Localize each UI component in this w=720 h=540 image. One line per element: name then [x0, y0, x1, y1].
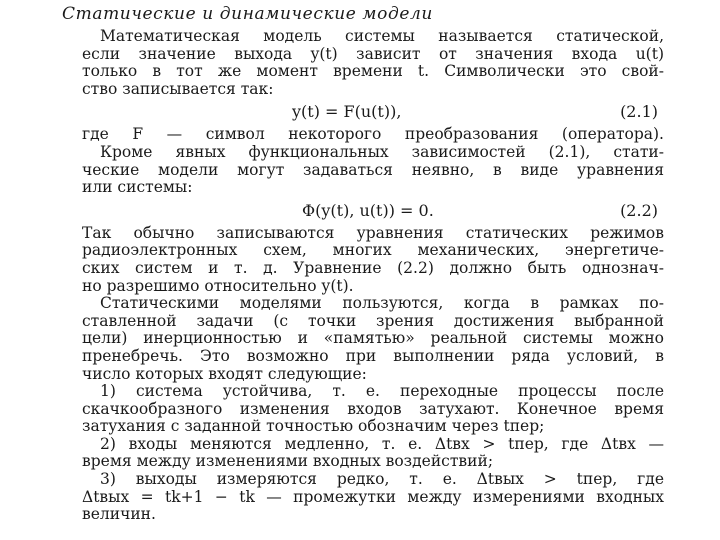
- text-line: ских систем и т. д. Уравнение (2.2) должно быть однознач-: [82, 258, 664, 277]
- formula-expression: y(t) = F(u(t)),: [292, 102, 402, 122]
- text-line: где F — символ некоторого преобразования (оператора).: [82, 125, 664, 144]
- formula-2-2: [82, 197, 664, 225]
- paragraph-usage: [82, 225, 664, 295]
- text-line: Кроме явных функциональных зависимостей (2.1), стати-: [100, 142, 664, 161]
- text-line: 1) система устойчива, т. е. переходные процессы после: [100, 382, 664, 401]
- text-line: 3) выходы измеряются редко, т. е. Δtвых > tпер, где: [100, 470, 664, 489]
- text-line: 2) входы меняются медленно, т. е. Δtвх > tпер, где Δtвх —: [100, 434, 664, 453]
- text-line: Так обычно записываются уравнения статических режимов: [82, 223, 664, 242]
- formula-number: (2.2): [620, 200, 658, 220]
- text-line: время между изменениями входных воздействий;: [82, 452, 494, 471]
- paragraph-condition-2: [82, 436, 664, 471]
- paragraph-conditions: [82, 295, 664, 383]
- text-line: только в тот же момент времени t. Символически это свой-: [82, 62, 664, 81]
- text-line: затухания с заданной точностью обозначим через tпер;: [82, 417, 545, 436]
- text-line: или системы:: [82, 178, 193, 197]
- text-line: скачкообразного изменения входов затухают. Конечное время: [82, 399, 664, 418]
- text-line: ство записывается так:: [82, 79, 274, 98]
- paragraph-definition: [82, 28, 664, 98]
- text-line: пренебречь. Это возможно при выполнении ряда условий, в: [82, 346, 664, 365]
- paragraph-implicit: [82, 126, 664, 196]
- text-line: но разрешимо относительно y(t).: [82, 276, 354, 295]
- text-line: Δtвых = tk+1 − tk — промежутки между измерениями входных: [82, 487, 664, 506]
- text-line: радиоэлектронных схем, многих механических, энергетиче-: [82, 241, 664, 260]
- section-heading: Статические и динамические модели: [62, 4, 433, 24]
- paragraph-condition-1: [82, 383, 664, 436]
- formula-number: (2.1): [620, 102, 658, 122]
- text-line: ставленной задачи (с точки зрения достижения выбранной: [82, 311, 664, 330]
- text-line: Математическая модель системы называется статической,: [100, 27, 664, 45]
- formula-expression: Φ(y(t), u(t)) = 0.: [302, 200, 434, 220]
- text-line: Статическими моделями пользуются, когда в рамках по-: [100, 294, 664, 313]
- paragraph-condition-3: [82, 471, 664, 524]
- text-line: ческие модели могут задаваться неявно, в виде уравнения: [82, 160, 664, 179]
- formula-2-1: [82, 98, 664, 126]
- text-line: число которых входят следующие:: [82, 364, 367, 383]
- text-line: если значение выхода y(t) зависит от значения входа u(t): [82, 44, 664, 63]
- text-line: цели) инерционностью и «памятью» реальной системы можно: [82, 329, 664, 348]
- text-line: величин.: [82, 505, 156, 524]
